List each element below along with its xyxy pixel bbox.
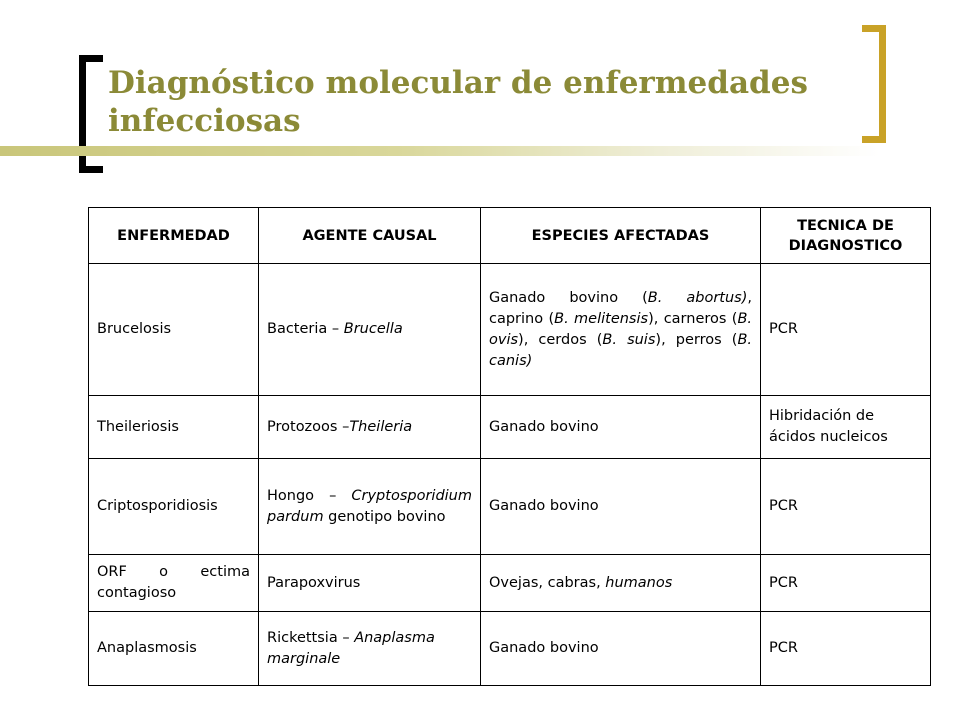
diagnosis-table	[88, 207, 931, 686]
cell-agente: Parapoxvirus	[259, 555, 481, 612]
especies-text: ), perros (	[655, 331, 738, 348]
cell-agente	[259, 459, 481, 555]
cell-agente	[259, 396, 481, 459]
table-row	[89, 555, 931, 612]
right-bracket-decoration	[862, 25, 886, 143]
agente-text: Rickettsia –	[267, 629, 355, 646]
cell-agente	[259, 264, 481, 396]
cell-enfermedad: Anaplasmosis	[89, 612, 259, 686]
slide-title: Diagnóstico molecular de enfermedades infecciosas	[108, 65, 808, 139]
especies-text: ), cerdos (	[518, 331, 603, 348]
agente-text: Bacteria –	[267, 321, 344, 337]
header-tecnica-diagnostico: TECNICA DE DIAGNOSTICO	[761, 208, 931, 264]
especies-species: humanos	[605, 574, 673, 591]
cell-especies	[481, 264, 761, 396]
header-enfermedad: ENFERMEDAD	[89, 208, 259, 264]
especies-species: B. canis)	[489, 331, 752, 369]
cell-tecnica: Hibridación de ácidos nucleicos	[761, 396, 931, 459]
cell-tecnica: PCR	[761, 555, 931, 612]
especies-species: B. ovis	[489, 310, 753, 348]
agente-species: Theileria	[349, 418, 413, 435]
table-row	[89, 612, 931, 686]
header-agente-causal: AGENTE CAUSAL	[259, 208, 481, 264]
cell-especies: Ganado bovino	[481, 459, 761, 555]
table-row	[89, 264, 931, 396]
especies-species: B. suis	[602, 331, 656, 348]
cell-tecnica: PCR	[761, 459, 931, 555]
especies-text: ), carneros (	[648, 310, 738, 327]
cell-especies: Ganado bovino	[481, 612, 761, 686]
cell-enfermedad: ORF o ectima contagioso	[89, 555, 259, 612]
cell-enfermedad: Theileriosis	[89, 396, 259, 459]
especies-text: , caprino (	[489, 289, 752, 327]
title-underline-bar	[0, 146, 880, 156]
especies-text: Ganado bovino (	[489, 289, 648, 306]
agente-text: Protozoos –	[267, 418, 350, 435]
especies-text: Ovejas, cabras,	[489, 574, 606, 591]
cell-enfermedad: Brucelosis	[89, 264, 259, 396]
table-row	[89, 396, 931, 459]
especies-species: B. abortus)	[647, 289, 748, 306]
agente-species: Cryptosporidium pardum	[267, 487, 472, 525]
cell-enfermedad: Criptosporidiosis	[89, 459, 259, 555]
agente-species: Brucella	[343, 321, 403, 337]
cell-tecnica: PCR	[761, 612, 931, 686]
table-row	[89, 459, 931, 555]
agente-species: Anaplasma marginale	[267, 629, 435, 667]
agente-text: Hongo –	[267, 487, 352, 504]
cell-agente	[259, 612, 481, 686]
table-header-row	[89, 208, 931, 264]
cell-especies	[481, 555, 761, 612]
header-especies-afectadas: ESPECIES AFECTADAS	[481, 208, 761, 264]
cell-especies: Ganado bovino	[481, 396, 761, 459]
cell-tecnica: PCR	[761, 264, 931, 396]
especies-species: B. melitensis	[554, 310, 649, 327]
agente-text: genotipo bovino	[323, 508, 446, 525]
